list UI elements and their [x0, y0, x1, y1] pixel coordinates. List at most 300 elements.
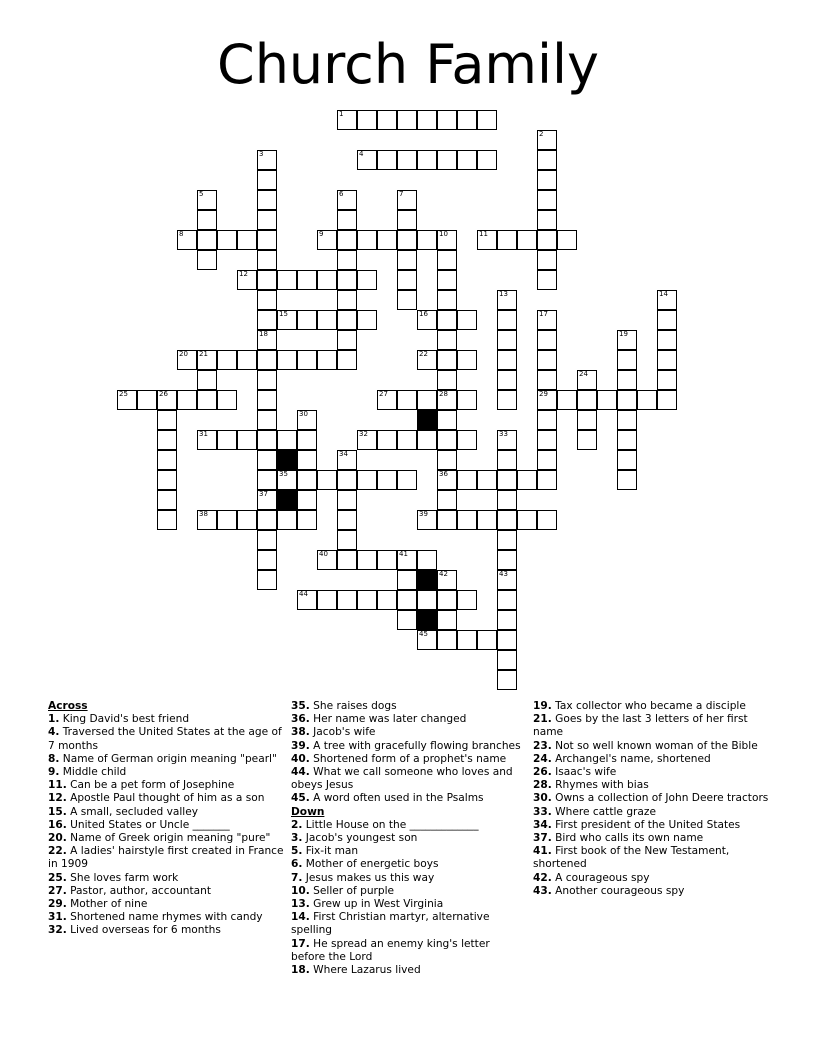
grid-cell[interactable] [297, 270, 317, 290]
cell-number: 10 [439, 230, 448, 238]
cell-number: 27 [379, 390, 388, 398]
grid-cell[interactable] [297, 450, 317, 470]
grid-cell[interactable] [577, 370, 597, 390]
grid-cell[interactable] [657, 290, 677, 310]
cell-number: 43 [499, 570, 508, 578]
across-clue: 35. She raises dogs [291, 700, 397, 712]
grid-cell[interactable] [417, 590, 437, 610]
grid-cell[interactable] [377, 230, 397, 250]
grid-cell[interactable] [537, 150, 557, 170]
down-clue: 26. Isaac's wife [533, 766, 617, 779]
grid-cell[interactable] [197, 230, 217, 250]
grid-cell[interactable] [397, 150, 417, 170]
grid-cell[interactable] [477, 110, 497, 130]
grid-cell[interactable] [157, 510, 177, 530]
grid-cell[interactable] [157, 450, 177, 470]
grid-cell[interactable] [337, 450, 357, 470]
grid-cell[interactable] [417, 350, 437, 370]
cell-number: 19 [619, 330, 628, 338]
grid-cell[interactable] [357, 590, 377, 610]
grid-cell[interactable] [557, 390, 577, 410]
grid-cell[interactable] [417, 390, 437, 410]
grid-cell[interactable] [157, 430, 177, 450]
grid-cell[interactable] [597, 390, 617, 410]
grid-cell[interactable] [437, 230, 457, 250]
down-clue: 18. Where Lazarus lived [291, 964, 421, 977]
grid-cell[interactable] [537, 230, 557, 250]
cell-number: 21 [199, 350, 208, 358]
grid-cell[interactable] [617, 470, 637, 490]
grid-cell[interactable] [437, 470, 457, 490]
down-clue: 10. Seller of purple [291, 884, 395, 897]
grid-cell[interactable] [317, 470, 337, 490]
grid-cell[interactable] [537, 390, 557, 410]
across-clue: 25. She loves farm work [48, 871, 179, 884]
grid-cell[interactable] [257, 470, 277, 490]
grid-cell[interactable] [297, 430, 317, 450]
grid-cell[interactable] [437, 370, 457, 390]
down-clue: 19. Tax collector who became a disciple [533, 700, 746, 712]
across-clue: 8. Name of German origin meaning "pearl" [48, 752, 277, 765]
grid-cell[interactable] [197, 210, 217, 230]
grid-cell[interactable] [257, 150, 277, 170]
grid-cell[interactable] [417, 310, 437, 330]
cell-number: 29 [539, 390, 548, 398]
grid-cell[interactable] [257, 210, 277, 230]
grid-cell[interactable] [277, 310, 297, 330]
grid-cell[interactable] [397, 590, 417, 610]
across-clue: 4. Traversed the United States at the age of 7 months [48, 726, 282, 752]
grid-cell[interactable] [477, 150, 497, 170]
grid-cell[interactable] [397, 570, 417, 590]
grid-cell[interactable] [537, 210, 557, 230]
grid-cell[interactable] [657, 350, 677, 370]
down-clue: 3. Jacob's youngest son [291, 832, 418, 845]
grid-cell[interactable] [397, 290, 417, 310]
grid-cell[interactable] [237, 230, 257, 250]
cell-number: 9 [319, 230, 324, 238]
cell-number: 26 [159, 390, 168, 398]
across-clue: 36. Her name was later changed [291, 713, 467, 726]
grid-cell[interactable] [457, 630, 477, 650]
grid-cell[interactable] [397, 550, 417, 570]
grid-cell[interactable] [617, 450, 637, 470]
grid-cell[interactable] [537, 330, 557, 350]
across-clue: 12. Apostle Paul thought of him as a son [48, 792, 265, 805]
grid-cell[interactable] [497, 610, 517, 630]
down-clue: 6. Mother of energetic boys [291, 858, 439, 871]
grid-cell[interactable] [397, 110, 417, 130]
grid-cell[interactable] [377, 390, 397, 410]
grid-cell[interactable] [317, 310, 337, 330]
grid-cell[interactable] [277, 430, 297, 450]
grid-cell[interactable] [317, 350, 337, 370]
grid-cell[interactable] [197, 350, 217, 370]
grid-cell[interactable] [617, 430, 637, 450]
grid-cell[interactable] [337, 110, 357, 130]
grid-cell[interactable] [537, 430, 557, 450]
grid-cell[interactable] [297, 590, 317, 610]
grid-cell[interactable] [317, 550, 337, 570]
grid-cell[interactable] [397, 470, 417, 490]
grid-cell[interactable] [257, 190, 277, 210]
cell-number: 31 [199, 430, 208, 438]
cell-number: 34 [339, 450, 348, 458]
grid-cell[interactable] [177, 390, 197, 410]
cell-number: 35 [279, 470, 288, 478]
down-clue: 42. A courageous spy [533, 871, 650, 884]
grid-cell[interactable] [237, 350, 257, 370]
grid-cell[interactable] [217, 430, 237, 450]
grid-cell[interactable] [377, 430, 397, 450]
grid-cell[interactable] [657, 330, 677, 350]
grid-cell[interactable] [297, 510, 317, 530]
grid-cell[interactable] [257, 510, 277, 530]
across-clue: 1. King David's best friend [48, 713, 190, 726]
grid-cell[interactable] [317, 230, 337, 250]
down-clue: 14. First Christian martyr, alternative spelling [291, 911, 490, 937]
grid-cell[interactable] [337, 210, 357, 230]
grid-cell[interactable] [297, 490, 317, 510]
grid-cell[interactable] [337, 310, 357, 330]
grid-cell[interactable] [277, 470, 297, 490]
grid-cell[interactable] [377, 550, 397, 570]
cell-number: 20 [179, 350, 188, 358]
grid-cell[interactable] [337, 230, 357, 250]
grid-cell[interactable] [157, 390, 177, 410]
grid-cell[interactable] [237, 430, 257, 450]
grid-cell[interactable] [317, 270, 337, 290]
grid-cell[interactable] [257, 350, 277, 370]
grid-cell[interactable] [437, 630, 457, 650]
grid-cell[interactable] [417, 430, 437, 450]
grid-cell[interactable] [337, 510, 357, 530]
grid-cell[interactable] [217, 230, 237, 250]
cell-number: 13 [499, 290, 508, 298]
black-square [277, 450, 297, 470]
grid-cell[interactable] [337, 470, 357, 490]
grid-cell[interactable] [437, 290, 457, 310]
grid-cell[interactable] [497, 350, 517, 370]
grid-cell[interactable] [557, 230, 577, 250]
grid-cell[interactable] [417, 230, 437, 250]
grid-cell[interactable] [257, 170, 277, 190]
grid-cell[interactable] [497, 390, 517, 410]
across-clue: 16. United States or Uncle _______ [48, 818, 230, 831]
grid-cell[interactable] [477, 510, 497, 530]
grid-cell[interactable] [437, 510, 457, 530]
grid-cell[interactable] [497, 630, 517, 650]
grid-cell[interactable] [357, 470, 377, 490]
grid-cell[interactable] [537, 510, 557, 530]
grid-cell[interactable] [497, 230, 517, 250]
grid-cell[interactable] [437, 570, 457, 590]
grid-cell[interactable] [257, 570, 277, 590]
grid-cell[interactable] [537, 470, 557, 490]
cell-number: 24 [579, 370, 588, 378]
down-clue: 37. Bird who calls its own name [533, 832, 704, 845]
grid-cell[interactable] [197, 430, 217, 450]
grid-cell[interactable] [217, 390, 237, 410]
grid-cell[interactable] [397, 430, 417, 450]
grid-cell[interactable] [257, 410, 277, 430]
across-clue: 27. Pastor, author, accountant [48, 884, 212, 897]
grid-cell[interactable] [537, 190, 557, 210]
grid-cell[interactable] [417, 510, 437, 530]
grid-cell[interactable] [377, 590, 397, 610]
grid-cell[interactable] [357, 270, 377, 290]
grid-cell[interactable] [337, 590, 357, 610]
grid-cell[interactable] [297, 350, 317, 370]
grid-cell[interactable] [297, 410, 317, 430]
across-clue: 44. What we call someone who loves and obeys Jesus [291, 766, 513, 792]
across-clue: 39. A tree with gracefully flowing branches [291, 739, 521, 752]
grid-cell[interactable] [257, 550, 277, 570]
grid-cell[interactable] [657, 390, 677, 410]
grid-cell[interactable] [337, 330, 357, 350]
grid-cell[interactable] [337, 190, 357, 210]
grid-cell[interactable] [537, 410, 557, 430]
grid-cell[interactable] [437, 150, 457, 170]
grid-cell[interactable] [537, 370, 557, 390]
grid-cell[interactable] [537, 450, 557, 470]
grid-cell[interactable] [437, 110, 457, 130]
grid-cell[interactable] [457, 510, 477, 530]
grid-cell[interactable] [377, 470, 397, 490]
grid-cell[interactable] [457, 310, 477, 330]
grid-cell[interactable] [257, 290, 277, 310]
grid-cell[interactable] [357, 310, 377, 330]
cell-number: 12 [239, 270, 248, 278]
grid-cell[interactable] [417, 110, 437, 130]
grid-cell[interactable] [517, 510, 537, 530]
grid-cell[interactable] [397, 190, 417, 210]
grid-cell[interactable] [397, 230, 417, 250]
grid-cell[interactable] [617, 410, 637, 430]
grid-cell[interactable] [237, 270, 257, 290]
grid-cell[interactable] [317, 590, 337, 610]
grid-cell[interactable] [437, 250, 457, 270]
grid-cell[interactable] [257, 230, 277, 250]
clue-column-1 [48, 700, 284, 938]
grid-cell[interactable] [417, 550, 437, 570]
grid-cell[interactable] [337, 350, 357, 370]
grid-cell[interactable] [197, 510, 217, 530]
grid-cell[interactable] [497, 510, 517, 530]
down-clue: 21. Goes by the last 3 letters of her first name [533, 713, 748, 739]
grid-cell[interactable] [517, 470, 537, 490]
cell-number: 33 [499, 430, 508, 438]
grid-cell[interactable] [617, 390, 637, 410]
grid-cell[interactable] [457, 390, 477, 410]
grid-cell[interactable] [637, 390, 657, 410]
grid-cell[interactable] [617, 370, 637, 390]
grid-cell[interactable] [537, 350, 557, 370]
grid-cell[interactable] [297, 310, 317, 330]
grid-cell[interactable] [437, 450, 457, 470]
grid-cell[interactable] [397, 210, 417, 230]
clue-column-2 [291, 700, 527, 977]
grid-cell[interactable] [457, 150, 477, 170]
cell-number: 22 [419, 350, 428, 358]
grid-cell[interactable] [257, 330, 277, 350]
cell-number: 40 [319, 550, 328, 558]
grid-cell[interactable] [337, 550, 357, 570]
cell-number: 15 [279, 310, 288, 318]
grid-cell[interactable] [657, 370, 677, 390]
grid-cell[interactable] [417, 630, 437, 650]
grid-cell[interactable] [257, 490, 277, 510]
grid-cell[interactable] [497, 670, 517, 690]
grid-cell[interactable] [477, 230, 497, 250]
grid-cell[interactable] [277, 270, 297, 290]
grid-cell[interactable] [497, 590, 517, 610]
grid-cell[interactable] [497, 310, 517, 330]
grid-cell[interactable] [197, 390, 217, 410]
cell-number: 17 [539, 310, 548, 318]
grid-cell[interactable] [497, 370, 517, 390]
cell-number: 6 [339, 190, 344, 198]
cell-number: 28 [439, 390, 448, 398]
grid-cell[interactable] [577, 390, 597, 410]
grid-cell[interactable] [457, 350, 477, 370]
grid-cell[interactable] [497, 450, 517, 470]
grid-cell[interactable] [497, 430, 517, 450]
grid-cell[interactable] [257, 390, 277, 410]
cell-number: 44 [299, 590, 308, 598]
grid-cell[interactable] [277, 350, 297, 370]
grid-cell[interactable] [437, 390, 457, 410]
down-clue: 7. Jesus makes us this way [291, 871, 435, 884]
cell-number: 41 [399, 550, 408, 558]
grid-cell[interactable] [337, 530, 357, 550]
grid-cell[interactable] [357, 110, 377, 130]
grid-cell[interactable] [477, 470, 497, 490]
grid-cell[interactable] [437, 490, 457, 510]
cell-number: 7 [399, 190, 404, 198]
grid-cell[interactable] [357, 230, 377, 250]
grid-cell[interactable] [517, 230, 537, 250]
grid-cell[interactable] [477, 630, 497, 650]
grid-cell[interactable] [657, 310, 677, 330]
grid-cell[interactable] [217, 510, 237, 530]
down-clue: 24. Archangel's name, shortened [533, 752, 711, 765]
grid-cell[interactable] [177, 350, 197, 370]
grid-cell[interactable] [257, 370, 277, 390]
grid-cell[interactable] [197, 250, 217, 270]
grid-cell[interactable] [537, 310, 557, 330]
black-square [417, 610, 437, 630]
grid-cell[interactable] [277, 510, 297, 530]
grid-cell[interactable] [497, 570, 517, 590]
grid-cell[interactable] [177, 230, 197, 250]
grid-cell[interactable] [497, 530, 517, 550]
grid-cell[interactable] [197, 190, 217, 210]
grid-cell[interactable] [257, 530, 277, 550]
grid-cell[interactable] [537, 270, 557, 290]
grid-cell[interactable] [437, 610, 457, 630]
down-clue: 34. First president of the United States [533, 818, 741, 831]
down-clue: 23. Not so well known woman of the Bible [533, 739, 758, 752]
down-clue: 28. Rhymes with bias [533, 779, 649, 792]
across-clue: 38. Jacob's wife [291, 726, 376, 739]
grid-cell[interactable] [437, 270, 457, 290]
grid-cell[interactable] [397, 270, 417, 290]
grid-cell[interactable] [157, 410, 177, 430]
grid-cell[interactable] [437, 430, 457, 450]
grid-cell[interactable] [537, 130, 557, 150]
grid-cell[interactable] [217, 350, 237, 370]
grid-cell[interactable] [397, 390, 417, 410]
grid-cell[interactable] [437, 590, 457, 610]
grid-cell[interactable] [617, 350, 637, 370]
grid-cell[interactable] [377, 110, 397, 130]
grid-cell[interactable] [257, 310, 277, 330]
grid-cell[interactable] [457, 110, 477, 130]
grid-cell[interactable] [357, 150, 377, 170]
across-clue: 32. Lived overseas for 6 months [48, 924, 221, 937]
grid-cell[interactable] [117, 390, 137, 410]
grid-cell[interactable] [457, 430, 477, 450]
grid-cell[interactable] [377, 150, 397, 170]
grid-cell[interactable] [257, 250, 277, 270]
grid-cell[interactable] [437, 330, 457, 350]
cell-number: 5 [199, 190, 204, 198]
grid-cell[interactable] [497, 470, 517, 490]
grid-cell[interactable] [397, 610, 417, 630]
cell-number: 16 [419, 310, 428, 318]
grid-cell[interactable] [397, 250, 417, 270]
grid-cell[interactable] [577, 430, 597, 450]
grid-cell[interactable] [617, 330, 637, 350]
grid-cell[interactable] [337, 270, 357, 290]
grid-cell[interactable] [437, 410, 457, 430]
down-clue: 43. Another courageous spy [533, 884, 685, 897]
grid-cell[interactable] [237, 510, 257, 530]
across-clue: 9. Middle child [48, 766, 127, 779]
grid-cell[interactable] [137, 390, 157, 410]
grid-cell[interactable] [577, 410, 597, 430]
grid-cell[interactable] [537, 170, 557, 190]
grid-cell[interactable] [497, 490, 517, 510]
grid-cell[interactable] [157, 470, 177, 490]
grid-cell[interactable] [337, 290, 357, 310]
grid-cell[interactable] [497, 550, 517, 570]
grid-cell[interactable] [537, 250, 557, 270]
grid-cell[interactable] [437, 310, 457, 330]
grid-cell[interactable] [497, 290, 517, 310]
grid-cell[interactable] [257, 270, 277, 290]
grid-cell[interactable] [457, 470, 477, 490]
cell-number: 39 [419, 510, 428, 518]
grid-cell[interactable] [337, 250, 357, 270]
across-clue: 31. Shortened name rhymes with candy [48, 911, 263, 924]
grid-cell[interactable] [157, 490, 177, 510]
grid-cell[interactable] [257, 450, 277, 470]
grid-cell[interactable] [337, 490, 357, 510]
grid-cell[interactable] [357, 550, 377, 570]
grid-cell[interactable] [497, 330, 517, 350]
grid-cell[interactable] [357, 430, 377, 450]
grid-cell[interactable] [257, 430, 277, 450]
cell-number: 4 [359, 150, 364, 158]
grid-cell[interactable] [457, 590, 477, 610]
grid-cell[interactable] [197, 370, 217, 390]
grid-cell[interactable] [417, 150, 437, 170]
grid-cell[interactable] [297, 470, 317, 490]
grid-cell[interactable] [497, 650, 517, 670]
grid-cell[interactable] [437, 350, 457, 370]
